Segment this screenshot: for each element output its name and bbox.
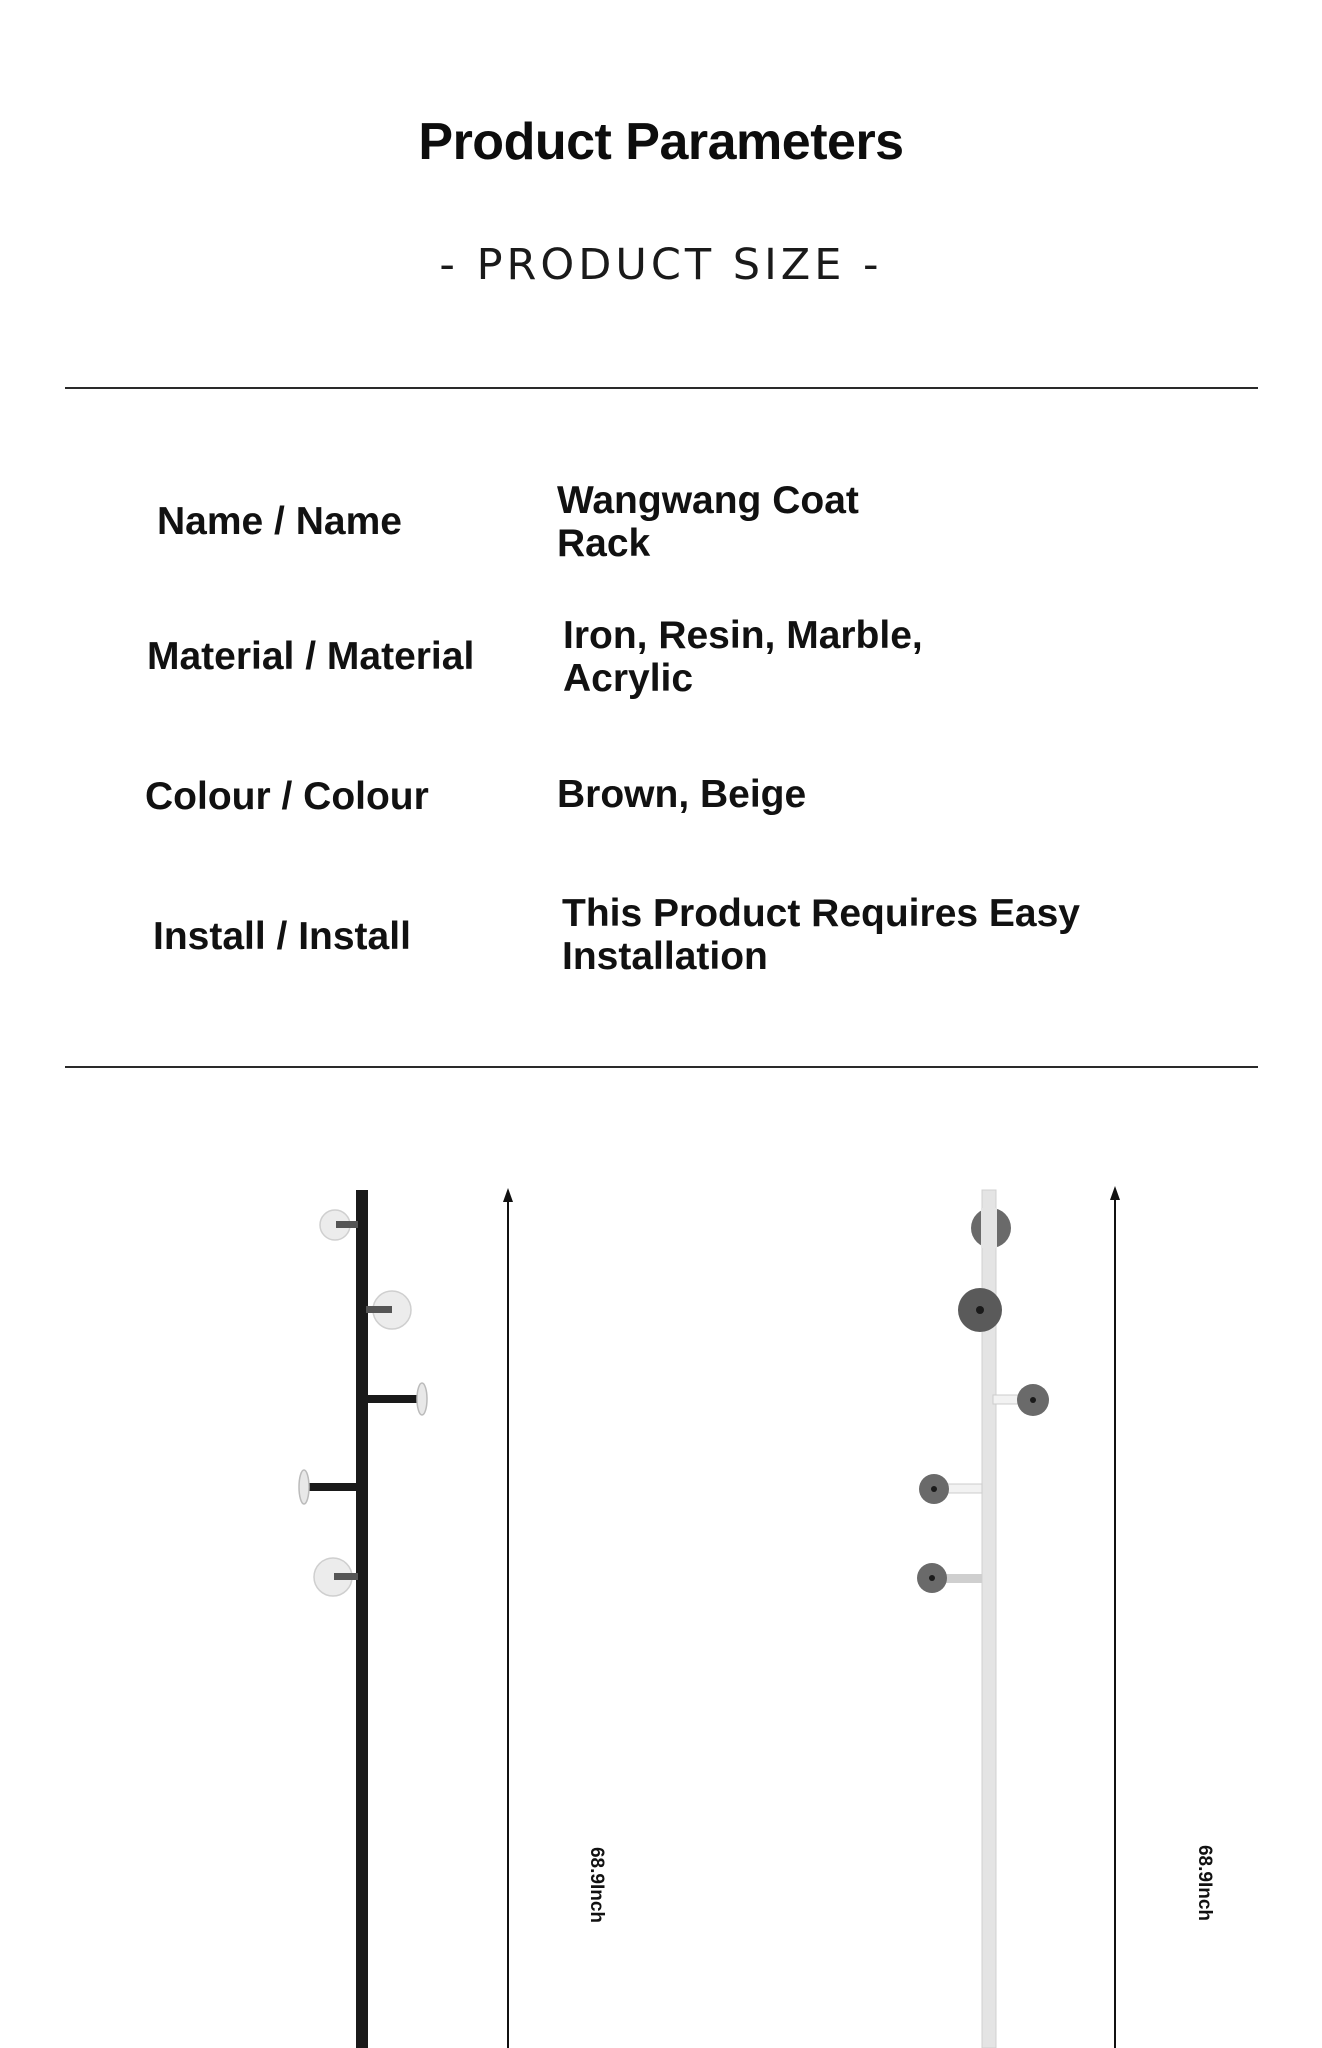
section-subtitle: - PRODUCT SIZE - (439, 240, 883, 290)
param-value-install: This Product Requires Easy Installation (562, 892, 1080, 978)
param-label-material: Material / Material (147, 635, 475, 678)
product-size-illustration (0, 1150, 1322, 2048)
arrow-up-icon (1110, 1186, 1120, 1200)
param-label-colour: Colour / Colour (145, 775, 429, 818)
hook-knob (417, 1383, 427, 1415)
height-label-right: 68.9Inch (1194, 1844, 1215, 1922)
hook-arm (336, 1221, 358, 1228)
bottom-divider (65, 1066, 1258, 1068)
hook-screw (1030, 1397, 1036, 1403)
param-value-colour: Brown, Beige (557, 773, 807, 816)
hook-knob (299, 1470, 309, 1504)
coat-rack-white (917, 1186, 1215, 2048)
page-title: Product Parameters (418, 113, 904, 171)
param-value-material: Iron, Resin, Marble, Acrylic (563, 614, 923, 700)
param-label-name: Name / Name (157, 500, 402, 543)
hook-screw (929, 1575, 935, 1581)
pole-black (356, 1190, 368, 2048)
arrow-up-icon (503, 1188, 513, 1202)
top-divider (65, 387, 1258, 389)
hook-arm (368, 1395, 420, 1403)
coat-rack-black (299, 1188, 607, 2048)
height-label-left: 68.9Inch (586, 1846, 607, 1924)
hook-arm (981, 1208, 997, 1248)
hook-screw (931, 1486, 937, 1492)
hook-screw (976, 1306, 984, 1314)
hook-arm (366, 1306, 392, 1313)
param-label-install: Install / Install (153, 915, 411, 958)
hook-arm (334, 1573, 358, 1580)
hook-arm (306, 1483, 356, 1491)
param-value-name: Wangwang Coat Rack (557, 479, 859, 565)
